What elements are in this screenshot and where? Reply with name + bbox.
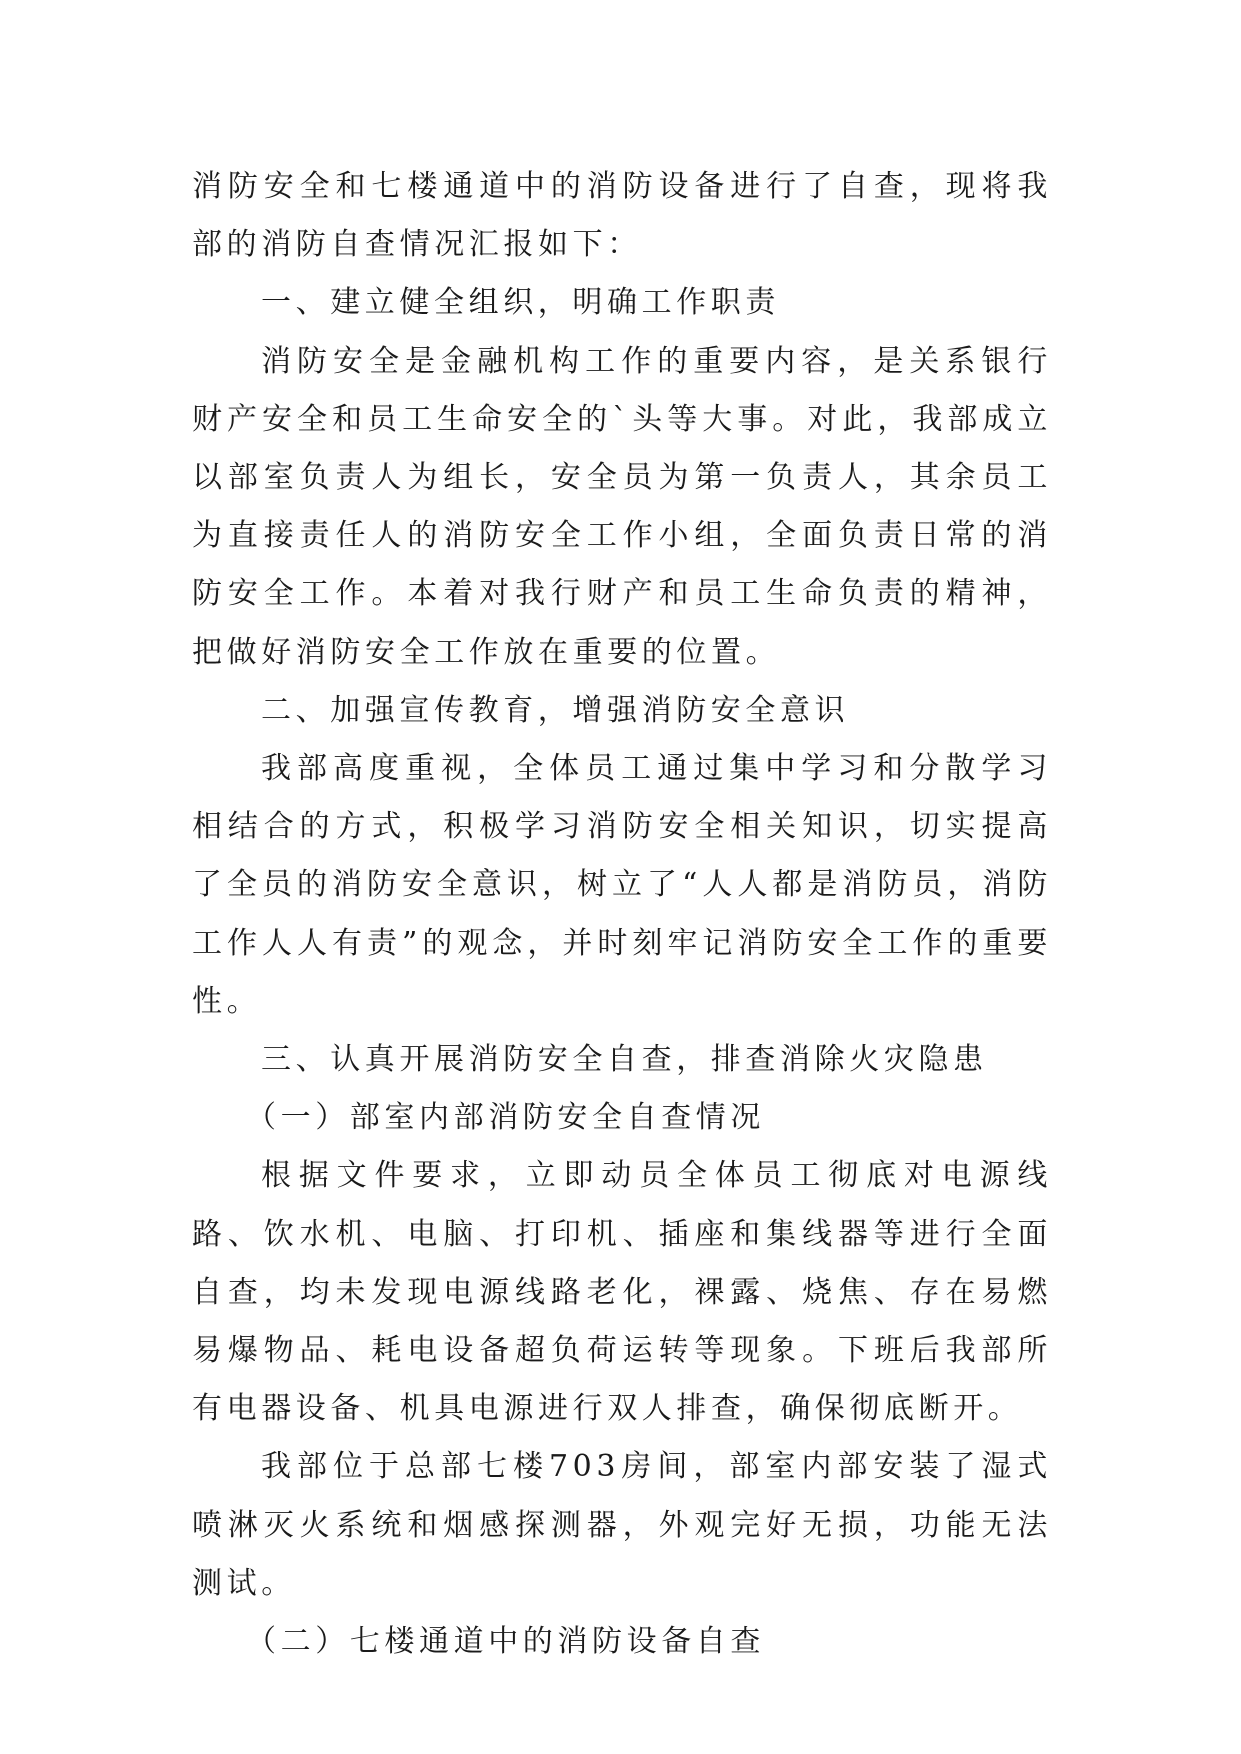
heading-section-2: 二、加强宣传教育，增强消防安全意识	[261, 692, 850, 728]
paragraph-section-2: 我部高度重视，全体员工通过集中学习和分散学习相结合的方式，积极学习消防安全相关知识，切实提高了全员的消防安全意识，树立了“人人都是消防员，消防工作人人有责”的观念，并时刻牢记消防安全工作的重要性。	[192, 751, 1052, 1019]
subheading-section-3-1: （一）部室内部消防安全自查情况	[246, 1100, 765, 1136]
document-body	[192, 158, 1052, 1671]
heading-section-3: 三、认真开展消防安全自查，排查消除火灾隐患	[261, 1042, 988, 1078]
paragraph-section-1: 消防安全是金融机构工作的重要内容，是关系银行财产安全和员工生命安全的`头等大事。对此，我部成立以部室负责人为组长，安全员为第一负责人，其余员工为直接责任人的消防安全工作小组，全面负责日常的消防安全工作。本着对我行财产和员工生命负责的精神，把做好消防安全工作放在重要的位置。	[192, 343, 1052, 670]
paragraph-intro: 消防安全和七楼通道中的消防设备进行了自查，现将我部的消防自查情况汇报如下：	[192, 169, 1052, 263]
paragraph-section-3-1b: 我部位于总部七楼703房间，部室内部安装了湿式喷淋灭火系统和烟感探测器，外观完好无损，功能无法测试。	[192, 1449, 1052, 1601]
paragraph-section-3-1a: 根据文件要求，立即动员全体员工彻底对电源线路、饮水机、电脑、打印机、插座和集线器等进行全面自查，均未发现电源线路老化，裸露、烧焦、存在易燃易爆物品、耗电设备超负荷运转等现象。下班后我部所有电器设备、机具电源进行双人排查，确保彻底断开。	[192, 1158, 1052, 1427]
heading-section-1: 一、建立健全组织，明确工作职责	[261, 285, 780, 321]
subheading-section-3-2: （二）七楼通道中的消防设备自查	[246, 1624, 765, 1660]
